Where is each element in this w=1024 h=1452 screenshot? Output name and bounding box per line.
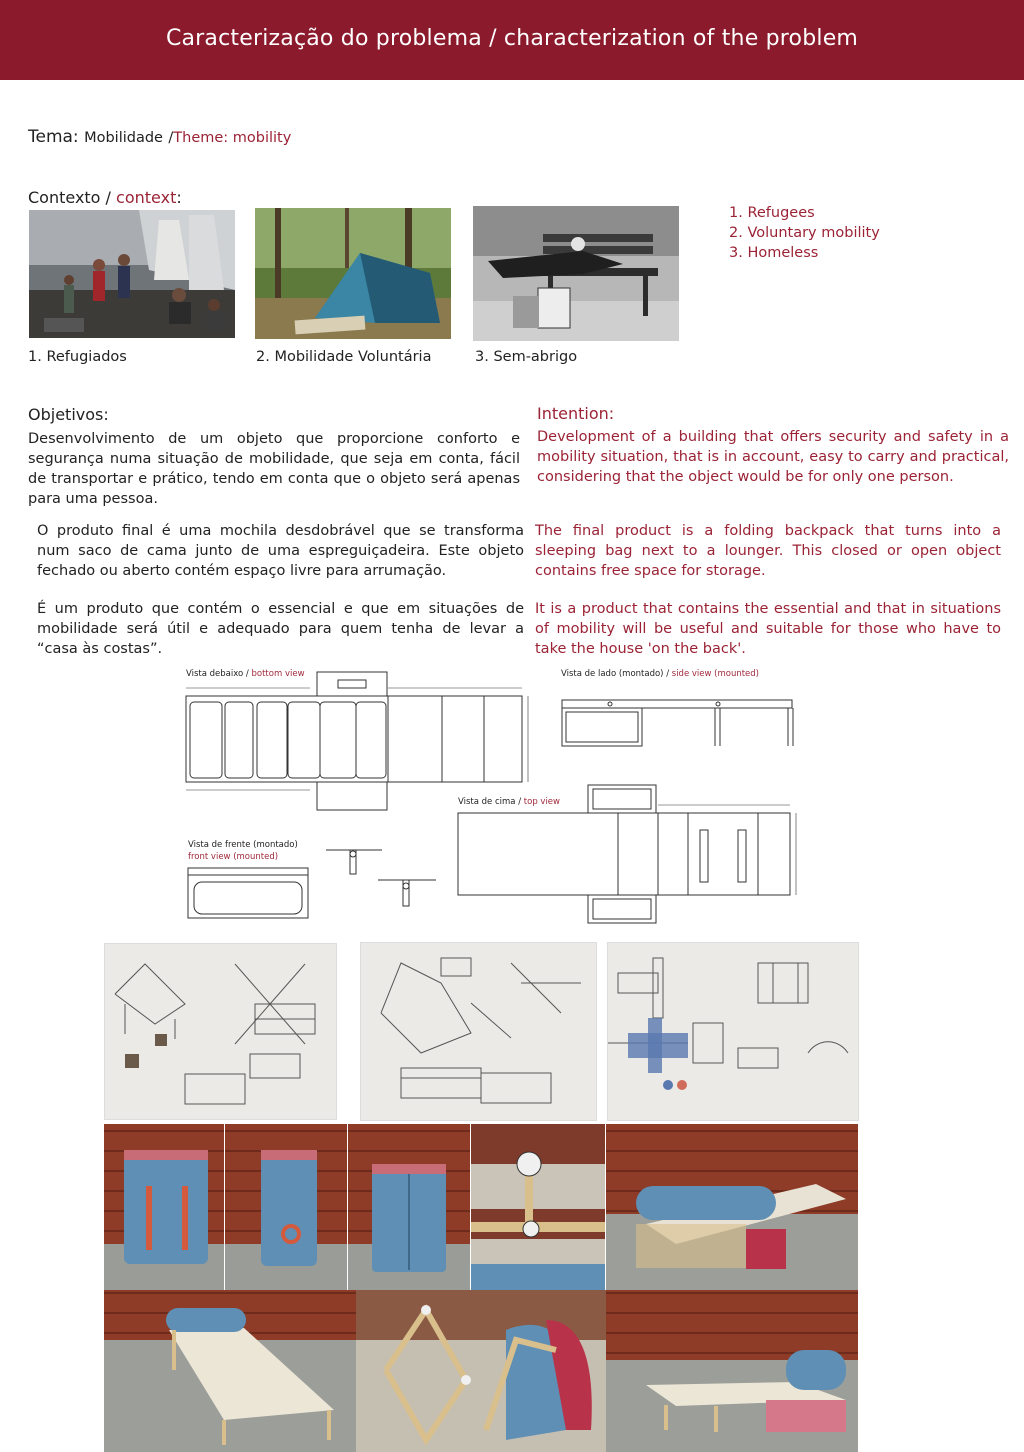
sketch-image-2 bbox=[360, 942, 597, 1121]
tent-photo bbox=[255, 208, 451, 339]
bottom-view-label-en: bottom view bbox=[251, 669, 305, 679]
product-paragraph-2-pt: É um produto que contém o essencial e que em situações de mobilidade será útil e adequado para quem tenha de levar a “casa às costas”. bbox=[37, 601, 524, 657]
objectives-body-pt: Desenvolvimento de um objeto que proporcione conforto e segurança numa situação de mobilidade, que seja em conta, fácil de transportar e prático, tendo em conta que o objeto será apenas para uma pessoa. bbox=[28, 431, 520, 507]
context-list-item: 2. Voluntary mobility bbox=[729, 225, 880, 241]
front-view-label-en: front view (mounted) bbox=[188, 852, 279, 862]
side-view-label-en: side view (mounted) bbox=[671, 669, 760, 679]
context-list bbox=[729, 203, 880, 263]
context-colon: : bbox=[176, 188, 182, 207]
context-list-item: 1. Refugees bbox=[729, 205, 815, 221]
side-view-drawing bbox=[562, 700, 793, 746]
theme-line bbox=[28, 127, 291, 147]
homeless-photo bbox=[473, 206, 679, 341]
photo-caption-3: 3. Sem-abrigo bbox=[475, 349, 578, 365]
prototype-photo-joint-detail bbox=[471, 1124, 605, 1290]
context-heading bbox=[28, 188, 182, 207]
product-paragraph-2-en: It is a product that contains the essential and that in situations of mobility will be useful and suitable for those who have to take the house 'on the back'. bbox=[535, 601, 1001, 657]
prototype-photo-backpack-2 bbox=[225, 1124, 347, 1290]
technical-drawings bbox=[180, 670, 810, 940]
theme-separator: / bbox=[168, 130, 174, 146]
product-paragraph-1-pt: O produto final é uma mochila desdobrável que se transforma num saco de cama junto de uma espreguiçadeira. Este objeto fechado ou aberto contém espaço livre para arrumação. bbox=[37, 523, 524, 579]
context-label-en: context bbox=[116, 188, 177, 207]
sketch-image-3 bbox=[607, 942, 859, 1121]
photo-caption-2: 2. Mobilidade Voluntária bbox=[256, 349, 432, 365]
intention-title: Intention: bbox=[537, 404, 615, 423]
page-title: Caracterização do problema / characterization of the problem bbox=[165, 26, 859, 51]
top-view-label-en: top view bbox=[523, 797, 560, 807]
top-view-label-pt: Vista de cima / bbox=[458, 797, 522, 807]
prototype-photo-lounger-storage bbox=[606, 1290, 858, 1452]
front-view-label-pt: Vista de frente (montado) bbox=[188, 840, 298, 850]
objectives-title: Objetivos: bbox=[28, 405, 109, 424]
refugees-photo bbox=[29, 210, 235, 338]
photo-caption-1: 1. Refugiados bbox=[28, 349, 127, 365]
intention-body-en: Development of a building that offers security and safety in a mobility situation, that is in account, easy to carry and practical, considering that the object would be for only one person. bbox=[537, 429, 1009, 485]
bottom-view-label-pt: Vista debaixo / bbox=[186, 669, 249, 679]
prototype-photo-backpack-1 bbox=[104, 1124, 224, 1290]
theme-value-en: Theme: mobility bbox=[173, 130, 292, 146]
context-label-pt: Contexto / bbox=[28, 188, 111, 207]
sketch-image-1 bbox=[104, 943, 337, 1120]
theme-value-pt: Mobilidade bbox=[84, 130, 163, 146]
prototype-photo-lounger-rolled bbox=[606, 1124, 858, 1290]
top-view-drawing bbox=[458, 785, 796, 923]
prototype-photo-folding-frame bbox=[356, 1290, 606, 1452]
front-view-drawing bbox=[188, 850, 436, 918]
context-list-item: 3. Homeless bbox=[729, 245, 819, 261]
prototype-photo-backpack-3 bbox=[348, 1124, 470, 1290]
side-view-label-pt: Vista de lado (montado) / bbox=[561, 669, 670, 679]
theme-label: Tema: bbox=[28, 127, 79, 147]
product-paragraph-1-en: The final product is a folding backpack that turns into a sleeping bag next to a lounger. This closed or open object contains free space for storage. bbox=[535, 523, 1001, 579]
bottom-view-drawing bbox=[186, 672, 528, 810]
prototype-photo-lounger-open bbox=[104, 1290, 356, 1452]
